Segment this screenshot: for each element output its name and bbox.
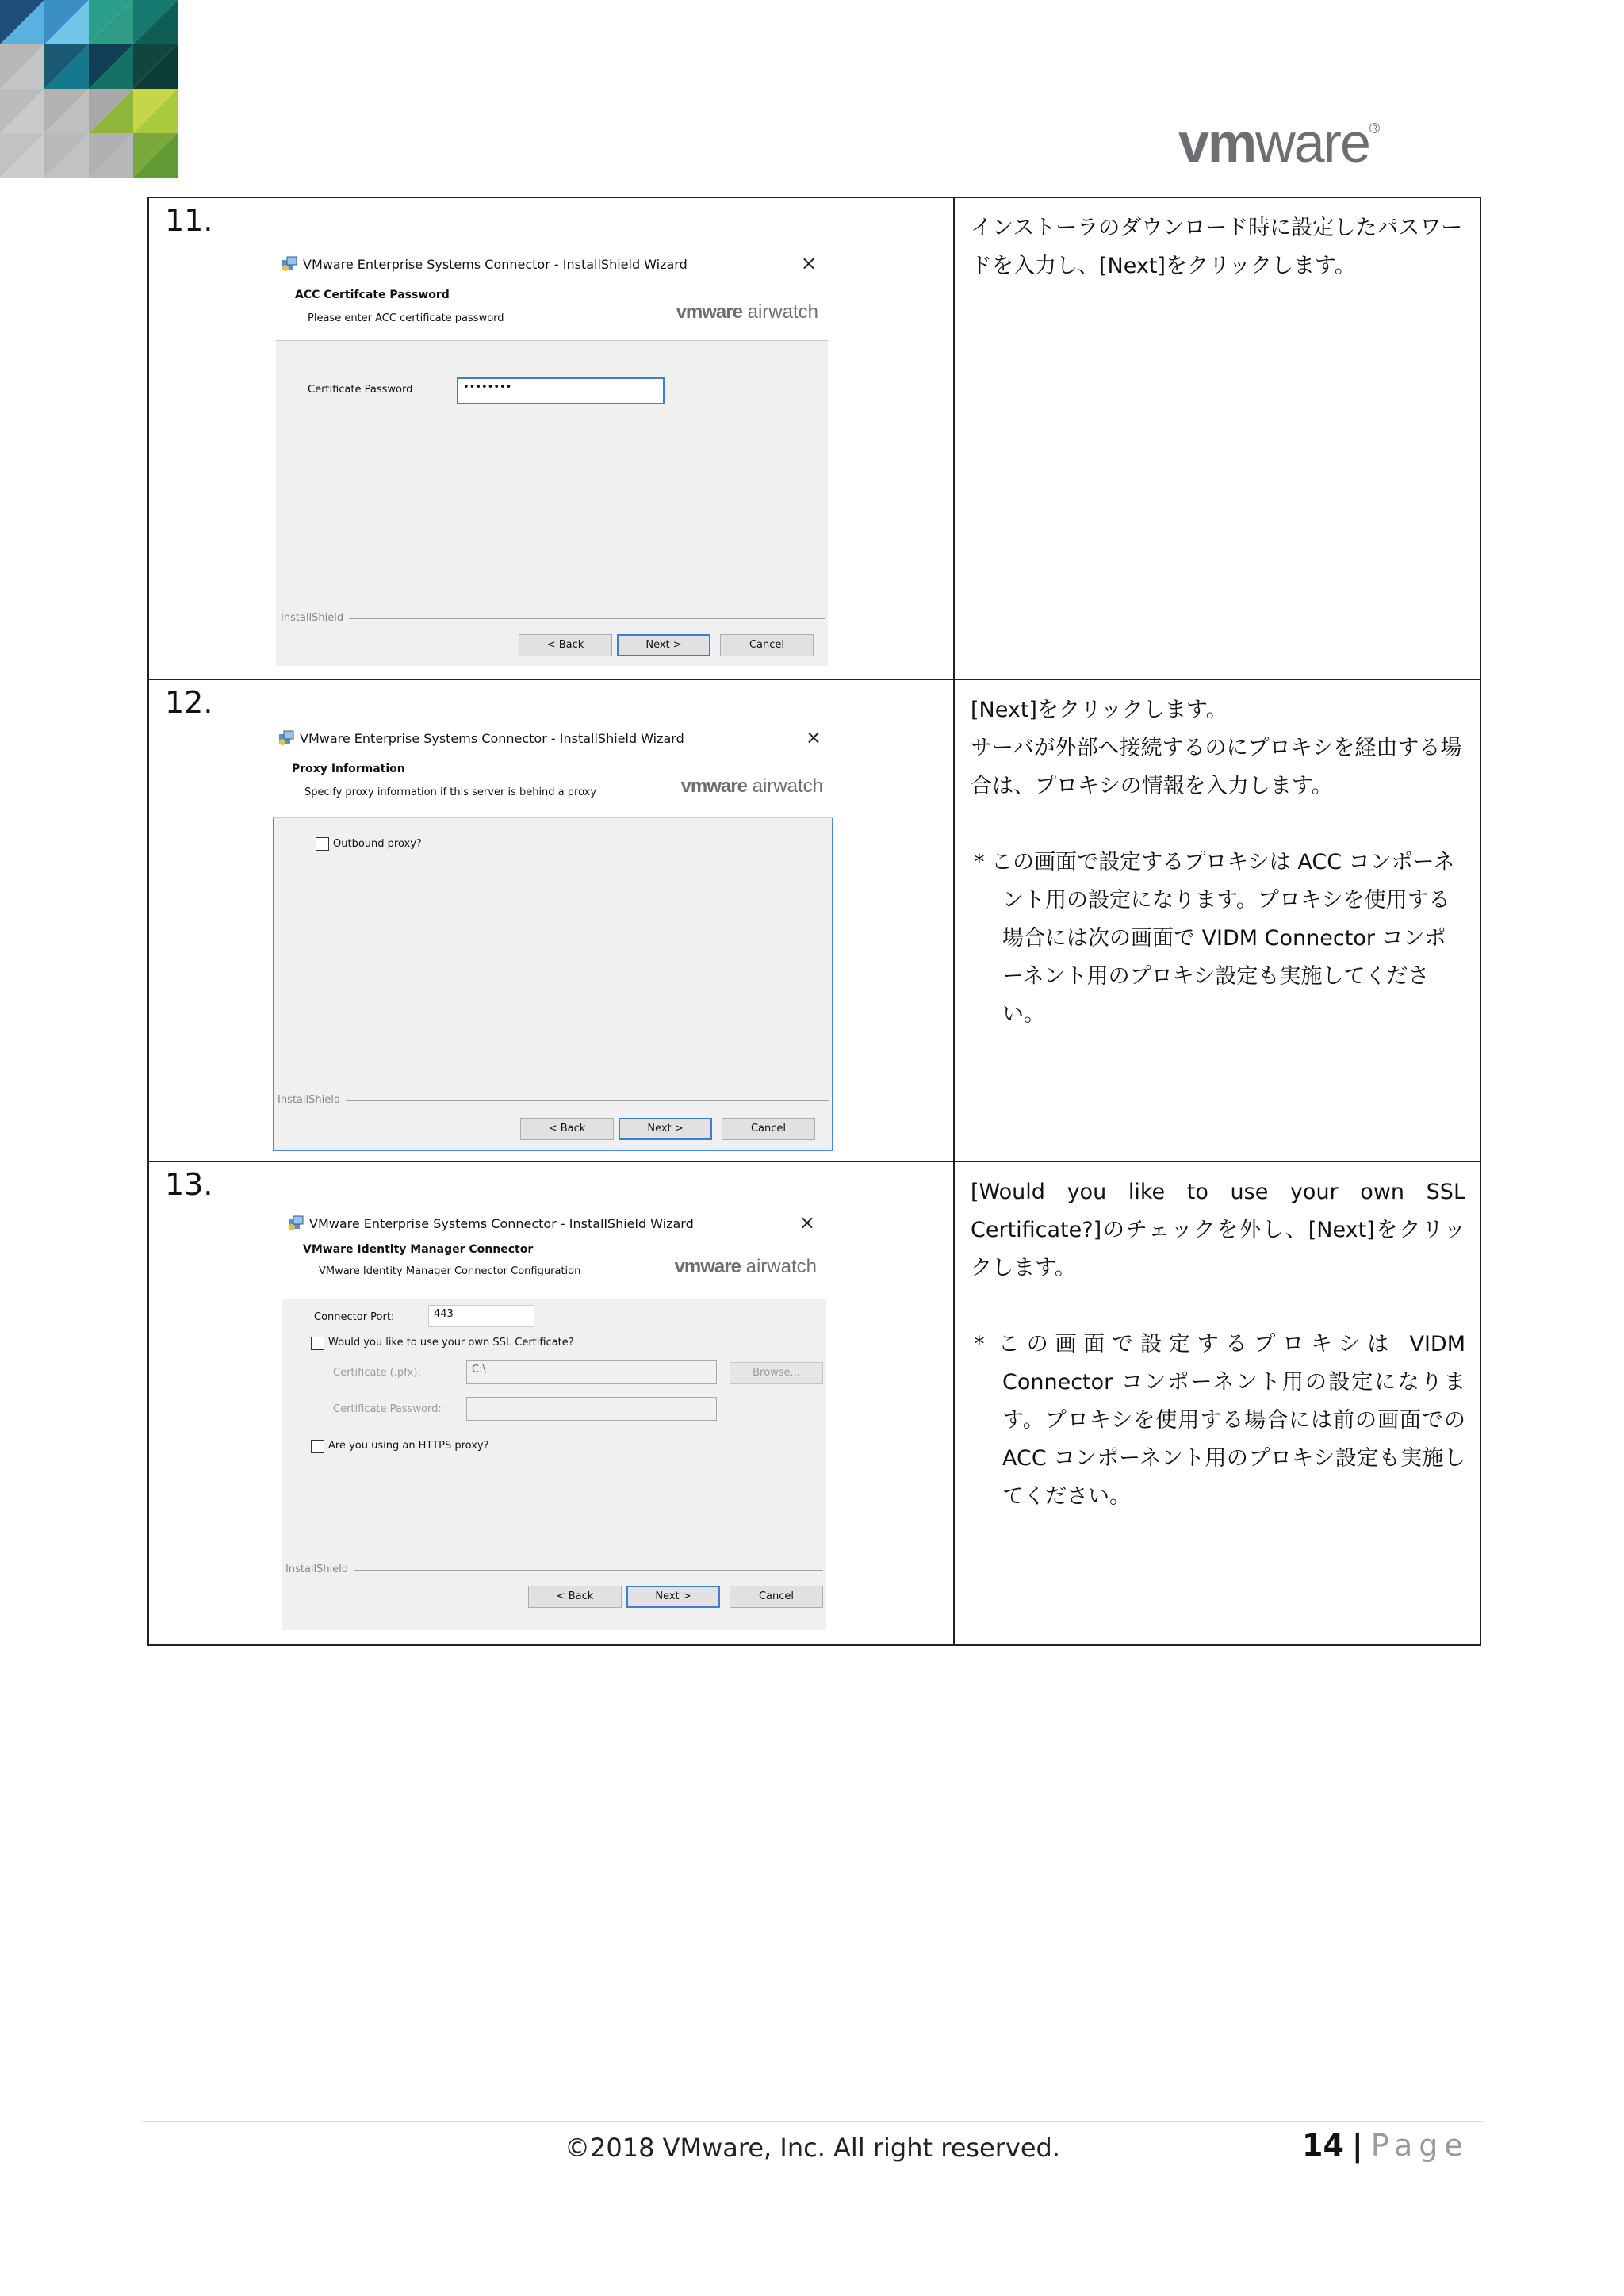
- step-screenshot-cell: [148, 679, 954, 1161]
- page-word: Page: [1370, 2128, 1469, 2163]
- next-button[interactable]: Next >: [619, 1118, 712, 1140]
- step-note: * この画面で設定するプロキシは ACC コンポーネント用の設定になります。プロキシを使用する場合には次の画面で VIDM Connector コンポーネント用のプロキシ設定も実施してください。: [974, 850, 1455, 1027]
- back-button[interactable]: < Back: [519, 634, 612, 656]
- certificate-password-label: Certificate Password: [308, 384, 413, 396]
- step-number: 12.: [165, 685, 213, 720]
- paragraph-gap: [971, 1288, 1465, 1326]
- footer-divider: [143, 2121, 1483, 2122]
- step-number: 13.: [165, 1167, 213, 1202]
- logo-light: airwatch: [746, 775, 823, 797]
- dialog-header-title: VMware Identity Manager Connector: [303, 1243, 534, 1256]
- vmware-airwatch-logo: [681, 775, 823, 798]
- step-note: * この画面で設定するプロキシは VIDM Connector コンポーネント用の設定になります。プロキシを使用する場合には前の画面での ACC コンポーネント用のプロキシ設定も実施してください。: [974, 1332, 1465, 1509]
- step-description-cell: [954, 1161, 1480, 1645]
- installer-app-icon: [281, 255, 298, 273]
- step-number: 11.: [165, 203, 213, 238]
- step-row-13: [148, 1161, 1480, 1645]
- back-button[interactable]: < Back: [528, 1586, 622, 1608]
- installshield-dialog: [282, 1210, 826, 1630]
- vmware-brand-logo: [1178, 111, 1378, 174]
- dialog-header-subtitle: Specify proxy information if this server is behind a proxy: [304, 786, 597, 798]
- certificate-path-input[interactable]: C:\: [466, 1360, 717, 1384]
- paragraph-gap: [971, 806, 1465, 844]
- outbound-proxy-label: Outbound proxy?: [333, 838, 422, 850]
- back-button[interactable]: < Back: [520, 1118, 614, 1140]
- corner-logo-icon: [0, 0, 178, 178]
- https-proxy-checkbox[interactable]: [311, 1440, 324, 1453]
- dialog-header-title: ACC Certifcate Password: [295, 289, 450, 301]
- cancel-button[interactable]: Cancel: [722, 1118, 815, 1140]
- https-proxy-label: Are you using an HTTPS proxy?: [328, 1440, 489, 1452]
- installshield-dialog: [276, 251, 828, 666]
- dialog-titlebar: [273, 725, 833, 752]
- browse-button[interactable]: Browse...: [730, 1362, 823, 1384]
- dialog-header-title: Proxy Information: [292, 763, 405, 775]
- step-screenshot-cell: [148, 1161, 954, 1645]
- connector-port-label: Connector Port:: [314, 1311, 395, 1323]
- page-number-label: [1302, 2128, 1469, 2163]
- step-description-line: [Next]をクリックします。: [971, 698, 1228, 722]
- certificate-pfx-label: Certificate (.pfx):: [333, 1367, 421, 1379]
- steps-table: [147, 197, 1481, 1646]
- brand-logo-reg: ®: [1369, 121, 1379, 136]
- brand-logo-light: ware: [1255, 112, 1369, 174]
- dialog-header-subtitle: VMware Identity Manager Connector Configuration: [319, 1265, 581, 1277]
- dialog-title: VMware Enterprise Systems Connector - InstallShield Wizard: [300, 731, 684, 746]
- ssl-certificate-checkbox[interactable]: [311, 1337, 324, 1350]
- close-icon[interactable]: ×: [800, 252, 817, 274]
- installshield-divider: [354, 1570, 823, 1571]
- installshield-label: InstallShield: [285, 1563, 349, 1575]
- close-icon[interactable]: ×: [799, 1211, 815, 1234]
- step-description: インストーラのダウンロード時に設定したパスワードを入力し、[Next]をクリックします。: [971, 216, 1463, 278]
- step-description: [Would you like to use your own SSL Certificate?]のチェックを外し、[Next]をクリックします。: [971, 1180, 1465, 1280]
- cancel-button[interactable]: Cancel: [730, 1586, 823, 1608]
- installshield-dialog: [273, 725, 833, 1151]
- dialog-header-subtitle: Please enter ACC certificate password: [308, 312, 504, 324]
- logo-bold: vmware: [674, 1256, 741, 1277]
- ssl-certificate-label: Would you like to use your own SSL Certificate?: [328, 1337, 574, 1349]
- step-row-11: [148, 197, 1480, 679]
- page-separator: |: [1351, 2128, 1363, 2163]
- page-number: 14: [1302, 2128, 1344, 2163]
- step-description-cell: [954, 679, 1480, 1161]
- installshield-divider: [349, 618, 825, 619]
- installshield-label: InstallShield: [281, 612, 344, 624]
- certificate-password-input[interactable]: [466, 1397, 717, 1421]
- logo-light: airwatch: [741, 301, 818, 323]
- certificate-password-input[interactable]: ••••••••: [457, 377, 665, 404]
- dialog-header: [276, 277, 828, 341]
- logo-bold: vmware: [676, 301, 742, 323]
- dialog-title: VMware Enterprise Systems Connector - InstallShield Wizard: [303, 257, 688, 272]
- dialog-title: VMware Enterprise Systems Connector - InstallShield Wizard: [309, 1216, 694, 1231]
- dialog-titlebar: [276, 251, 828, 277]
- logo-light: airwatch: [740, 1256, 817, 1277]
- installshield-divider: [346, 1100, 829, 1101]
- vmware-airwatch-logo: [675, 1256, 817, 1278]
- brand-logo-bold: vm: [1178, 112, 1256, 174]
- certificate-password-label: Certificate Password:: [333, 1403, 442, 1415]
- close-icon[interactable]: ×: [805, 726, 822, 748]
- step-screenshot-cell: [148, 197, 954, 679]
- footer-copyright: ©2018 VMware, Inc. All right reserved.: [565, 2133, 1060, 2163]
- next-button[interactable]: Next >: [626, 1586, 720, 1608]
- installer-app-icon: [278, 729, 295, 747]
- installer-app-icon: [287, 1215, 304, 1232]
- step-description-cell: [954, 197, 1480, 679]
- dialog-header: [273, 752, 833, 818]
- installshield-label: InstallShield: [278, 1094, 341, 1106]
- cancel-button[interactable]: Cancel: [720, 634, 814, 656]
- dialog-titlebar: [282, 1210, 826, 1237]
- dialog-header: [282, 1237, 826, 1299]
- connector-port-input[interactable]: 443: [428, 1305, 534, 1327]
- step-description-line: サーバが外部へ接続するのにプロキシを経由する場合は、プロキシの情報を入力します。: [971, 736, 1462, 798]
- step-row-12: [148, 679, 1480, 1161]
- next-button[interactable]: Next >: [617, 634, 710, 656]
- outbound-proxy-checkbox[interactable]: [316, 837, 329, 851]
- logo-bold: vmware: [680, 775, 747, 797]
- vmware-airwatch-logo: [676, 301, 818, 323]
